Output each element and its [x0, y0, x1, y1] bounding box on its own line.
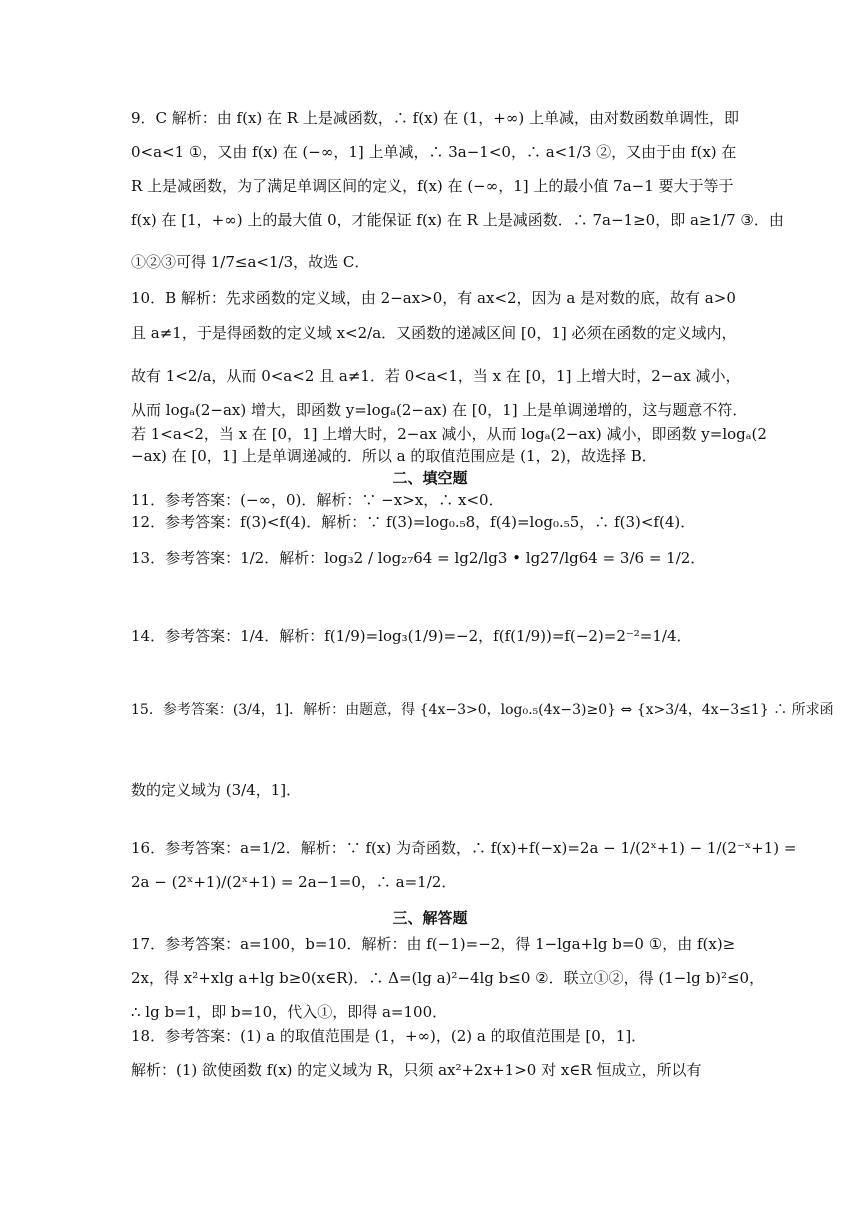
section-3-title: 三、解答题	[392, 909, 468, 927]
p12-line: 12．参考答案：f(3)<f(4)．解析：∵ f(3)=log₀.₅8，f(4)=log₀.₅5，∴ f(3)<f(4)．	[131, 513, 696, 531]
p15-line-1: 15．参考答案：(3/4，1]．解析：由题意，得 {4x−3>0，log₀.₅(4x−3)≥0} ⇔ {x>3/4，4x−3≤1} ∴ 所求函	[131, 702, 834, 718]
p14-line: 14．参考答案：1/4．解析：f(1/9)=log₃(1/9)=−2，f(f(1/9))=f(−2)=2⁻²=1/4．	[131, 627, 692, 645]
p17-line-2: 2x，得 x²+xlg a+lg b≥0(x∈R)．∴ Δ=(lg a)²−4lg b≤0 ②．联立①②，得 (1−lg b)²≤0，	[131, 969, 765, 987]
p17-line-3: ∴ lg b=1，即 b=10，代入①，即得 a=100．	[131, 1003, 448, 1021]
p10-line-4: 从而 logₐ(2−ax) 增大，即函数 y=logₐ(2−ax) 在 [0，1] 上是单调递增的，这与题意不符．	[131, 401, 748, 419]
p10-line-1: 10．B 解析：先求函数的定义域，由 2−ax>0，有 ax<2，因为 a 是对数的底，故有 a>0	[131, 289, 736, 307]
p18-line-1: 18．参考答案：(1) a 的取值范围是 (1，+∞)，(2) a 的取值范围是 [0，1]．	[131, 1027, 647, 1045]
p16-line-2: 2a − (2ˣ+1)/(2ˣ+1) = 2a−1=0，∴ a=1/2．	[131, 873, 457, 891]
p11-line: 11．参考答案：(−∞，0)．解析：∵ −x>x，∴ x<0．	[131, 491, 504, 509]
p9-line-2: 0<a<1 ①，又由 f(x) 在 (−∞，1] 上单减，∴ 3a−1<0，∴ a<1/3 ②，又由于由 f(x) 在	[131, 143, 737, 161]
p16-line-1: 16．参考答案：a=1/2．解析：∵ f(x) 为奇函数，∴ f(x)+f(−x)=2a − 1/(2ˣ+1) − 1/(2⁻ˣ+1) =	[131, 839, 797, 857]
p10-line-5: 若 1<a<2，当 x 在 [0，1] 上增大时，2−ax 减小，从而 logₐ(2−ax) 减小，即函数 y=logₐ(2	[131, 425, 767, 443]
p9-line-1: 9．C 解析：由 f(x) 在 R 上是减函数，∴ f(x) 在 (1，+∞) 上单减，由对数函数单调性，即	[131, 109, 739, 127]
p18-line-2: 解析：(1) 欲使函数 f(x) 的定义域为 R，只须 ax²+2x+1>0 对 x∈R 恒成立，所以有	[131, 1061, 702, 1079]
section-2-title: 二、填空题	[392, 469, 468, 487]
p9-line-3: R 上是减函数，为了满足单调区间的定义，f(x) 在 (−∞，1] 上的最小值 7a−1 要大于等于	[131, 177, 734, 195]
p17-line-1: 17．参考答案：a=100，b=10．解析：由 f(−1)=−2，得 1−lga+lg b=0 ①，由 f(x)≥	[131, 935, 736, 953]
p13-line: 13．参考答案：1/2．解析：log₃2 / log₂₇64 = lg2/lg3 • lg27/lg64 = 3/6 = 1/2．	[131, 549, 706, 567]
p15-line-2: 数的定义域为 (3/4，1]．	[131, 781, 302, 799]
p10-line-3: 故有 1<2/a，从而 0<a<2 且 a≠1．若 0<a<1，当 x 在 [0，1] 上增大时，2−ax 减小，	[131, 367, 741, 385]
p10-line-6: −ax) 在 [0，1] 上是单调递减的．所以 a 的取值范围应是 (1，2)，故选择 B．	[131, 447, 657, 465]
p9-line-5: ①②③可得 1/7≤a<1/3，故选 C．	[131, 253, 370, 271]
p10-line-2: 且 a≠1，于是得函数的定义域 x<2/a．又函数的递减区间 [0，1] 必须在函数的定义域内，	[131, 324, 737, 342]
p9-line-4: f(x) 在 [1，+∞) 上的最大值 0，才能保证 f(x) 在 R 上是减函数．∴ 7a−1≥0，即 a≥1/7 ③．由	[131, 211, 784, 229]
